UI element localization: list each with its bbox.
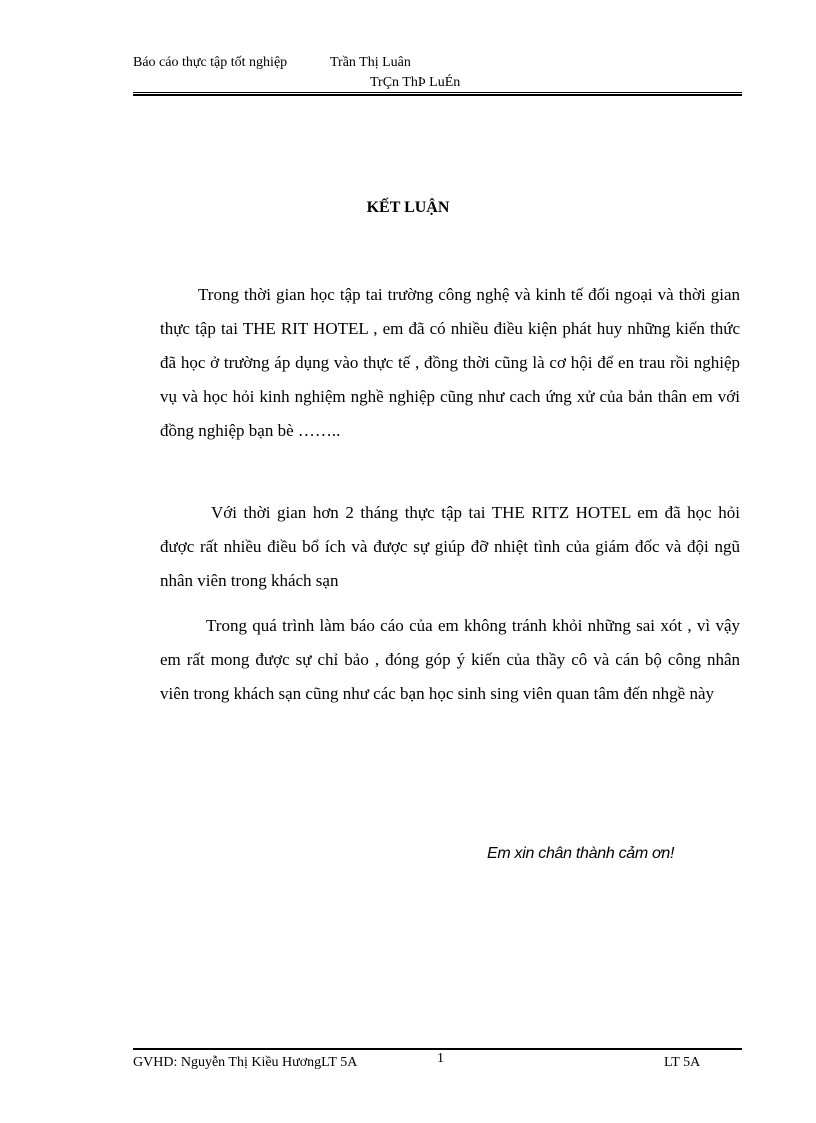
paragraph-1: Trong thời gian học tập tai trường công nghệ và kinh tế đối ngoại và thời gian thực tập tai THE RIT HOTEL , em đã có nhiều điều kiện phát huy những kiến thức đã học ở trường áp dụng vào thực tế , đồng thời cũng là cơ hội để en trau rồi nghiệp vụ và học hỏi kinh nghiệm nghề nghiệp cũng như cach ứng xử của bản thân em với đồng nghiệp bạn bè …….. xyxy=(160,285,740,440)
page-number: 1 xyxy=(437,1051,444,1066)
footer-divider xyxy=(133,1048,742,1050)
closing-thanks: Em xin chân thành cảm ơn! xyxy=(487,845,675,862)
report-title: Báo cáo thực tập tốt nghiệp xyxy=(133,55,288,70)
author-name-encoded: TrÇn ThÞ LuÉn xyxy=(370,75,461,90)
page-title: KẾT LUẬN xyxy=(366,199,450,216)
paragraph-2: Với thời gian hơn 2 tháng thực tập tai THE RITZ HOTEL em đã học hỏi được rất nhiều điều bổ ích và được sự giúp đỡ nhiệt tình của giám đốc và đội ngũ nhân viên trong khách sạn xyxy=(160,503,740,590)
class-code: LT 5A xyxy=(664,1055,701,1070)
paragraph-3: Trong quá trình làm báo cáo của em không tránh khỏi những sai xót , vì vậy em rất mong được sự chỉ bảo , đóng góp ý kiến của thầy cô và cán bộ công nhân viên trong khách sạn cũng như các bạn học sinh sing viên quan tâm đến nhgề này xyxy=(160,616,740,703)
author-name: Trần Thị Luân xyxy=(330,55,411,70)
supervisor-info: GVHD: Nguyễn Thị Kiều HươngLT 5A xyxy=(133,1055,358,1070)
header-divider xyxy=(133,92,742,96)
